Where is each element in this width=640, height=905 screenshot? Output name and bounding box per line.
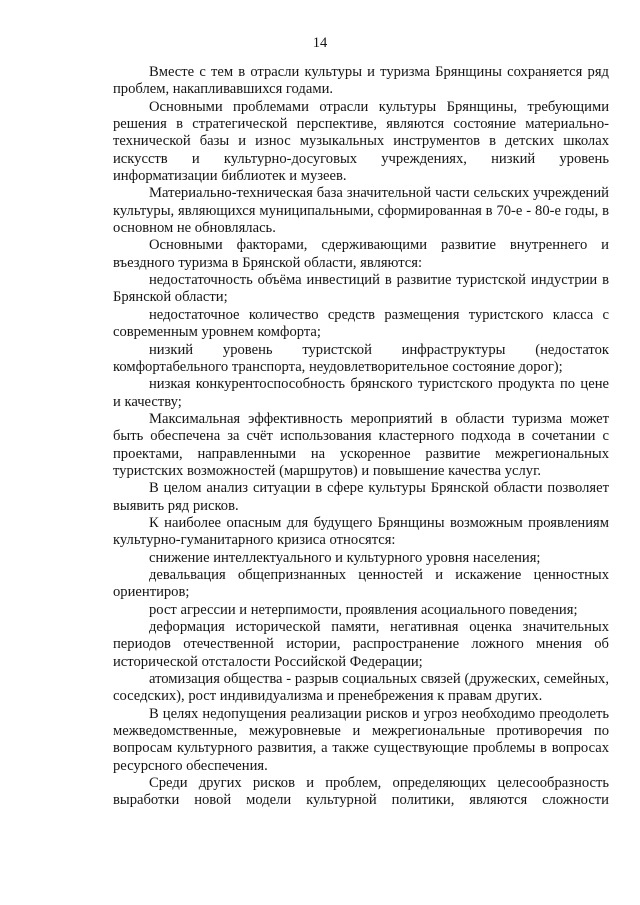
list-item-investment: недостаточность объёма инвестиций в развитие туристской индустрии в Брянской области; <box>113 272 609 306</box>
paragraph-contradictions: В целях недопущения реализации рисков и угроз необходимо преодолеть межведомственные, межуровневые и межрегиональные противоречия по вопросам культурного развития, а также существующие проблемы в вопросах ресурсного обеспечения. <box>113 705 609 774</box>
paragraph-2: Основными проблемами отрасли культуры Брянщины, требующими решения в стратегической перспективе, являются состояние материально-технической базы и износ музыкальных инструментов в детских школах искусств и культурно-досуговых учреждениях, низкий уровень информатизации библиотек и музеев. <box>113 98 609 185</box>
list-item-cultural-level: снижение интеллектуального и культурного уровня населения; <box>149 549 541 566</box>
list-item-accommodation: недостаточное количество средств размещения туристского класса с современным уровнем комфорта; <box>113 306 609 341</box>
paragraph-cluster-approach: Максимальная эффективность мероприятий в области туризма может быть обеспечена за счёт использования кластерного подхода в сочетании с проектами, направленными на ускоренное развитие межрегиональных туристских возможностей (маршрутов) и повышение качества услуг. <box>113 410 609 479</box>
paragraph-risk-analysis: В целом анализ ситуации в сфере культуры Брянской области позволяет выявить ряд рисков. <box>113 480 609 514</box>
list-item-values: девальвация общепризнанных ценностей и искажение ценностных ориентиров; <box>113 566 609 601</box>
page-number: 14 <box>312 35 328 51</box>
list-item-competitiveness: низкая конкурентоспособность брянского туристского продукта по цене и качеству; <box>113 376 609 410</box>
paragraph-1: Вместе с тем в отрасли культуры и туризма Брянщины сохраняется ряд проблем, накапливавшихся годами. <box>113 64 609 98</box>
list-item-atomization: атомизация общества - разрыв социальных связей (дружеских, семейных, соседских), рост индивидуализма и пренебрежения к правам других. <box>113 671 609 705</box>
paragraph-cultural-policy: Среди других рисков и проблем, определяющих целесообразность выработки новой модели культурной политики, являются сложности <box>113 775 609 809</box>
list-item-historical-memory: деформация исторической памяти, негативная оценка значительных периодов отечественной истории, распространение ложного мнения об исторической отсталости Российской Федерации; <box>113 619 609 670</box>
paragraph-4: Основными факторами, сдерживающими развитие внутреннего и въездного туризма в Брянской области, являются: <box>113 237 609 271</box>
list-item-infrastructure: низкий уровень туристской инфраструктуры (недостаток комфортабельного транспорта, неудовлетворительное состояние дорог); <box>113 341 609 375</box>
document-body <box>113 64 609 810</box>
list-item-aggression: рост агрессии и нетерпимости, проявления асоциального поведения; <box>149 601 578 618</box>
paragraph-3: Материально-техническая база значительной части сельских учреждений культуры, являющихся муниципальными, сформированная в 70-е - 80-е годы, в основном не обновлялась. <box>113 185 609 237</box>
paragraph-crisis-intro: К наиболее опасным для будущего Брянщины возможным проявлениям культурно-гуманитарного кризиса относятся: <box>113 514 609 549</box>
